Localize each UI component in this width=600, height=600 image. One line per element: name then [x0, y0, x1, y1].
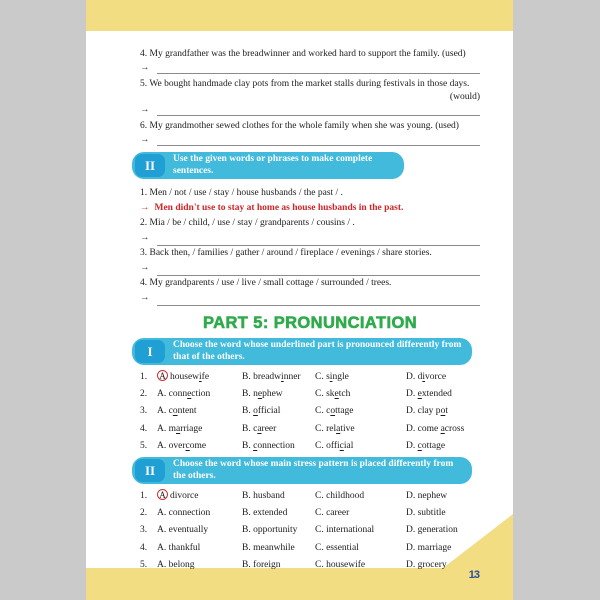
question-number: 2. — [140, 389, 148, 400]
section-numeral-badge: II — [135, 154, 165, 177]
exercise-hint: (would) — [449, 92, 480, 102]
choice-option: C. essential — [315, 542, 359, 553]
question-number: 5. — [140, 440, 148, 451]
choice-option: A. eventually — [157, 525, 209, 536]
section-numeral-badge: II — [135, 459, 165, 482]
exercise-prompt: 6. My grandmother sewed clothes for the whole family when she was young. (used) — [140, 121, 459, 131]
choice-option: A. marriage — [157, 423, 203, 434]
write-line — [157, 136, 481, 146]
exercise-prompt: 2. Mia / be / child, / use / stay / grandparents / cousins / . — [140, 218, 355, 228]
section-title: Choose the word whose underlined part is pronounced differently from that of the others. — [173, 340, 462, 362]
rewrite-exercise-list — [140, 48, 480, 146]
choice-option: A. content — [157, 406, 197, 417]
choice-option: A housewife — [157, 369, 242, 386]
choice-option: D. come across — [406, 423, 465, 434]
answer-blank-line — [140, 134, 480, 146]
write-line — [157, 235, 481, 246]
question-number: 3. — [140, 406, 148, 417]
pronunciation-section2-header — [132, 457, 472, 484]
arrow-icon: → — [140, 135, 150, 145]
exercise-prompt: 5. We bought handmade clay pots from the market stalls during festivals in those days. — [140, 79, 470, 89]
write-line — [157, 265, 481, 276]
page-content — [140, 31, 480, 576]
choice-option: D. extended — [406, 389, 452, 400]
choice-option: B. foreign — [242, 559, 281, 570]
choice-option: D. clay pot — [406, 406, 448, 417]
arrow-icon: → — [140, 63, 150, 73]
arrow-icon: → — [140, 203, 150, 213]
question-number: 4. — [140, 542, 148, 553]
choice-option: A. thankful — [157, 542, 201, 553]
section-numeral-badge: I — [135, 340, 165, 363]
answer-blank-line — [140, 261, 480, 276]
question-number: 1. — [140, 491, 148, 502]
question-number: 3. — [140, 525, 148, 536]
answer-blank-line — [140, 104, 480, 116]
paper-page — [86, 0, 513, 600]
arrow-icon: → — [140, 105, 150, 115]
answer-blank-line — [140, 62, 480, 74]
exercise-prompt: 3. Back then, / families / gather / around / fireplace / evenings / share stories. — [140, 248, 432, 258]
section-title: Use the given words or phrases to make complete sentences. — [173, 154, 373, 176]
choice-option: A. connection — [157, 508, 211, 519]
arrow-icon: → — [140, 263, 150, 273]
choice-option: B. opportunity — [242, 525, 298, 536]
top-trim-band — [86, 0, 513, 31]
sentence-exercise-list — [140, 186, 480, 306]
choice-option: B. meanwhile — [242, 542, 295, 553]
choice-option: C. relative — [315, 423, 355, 434]
choice-option: D. subtitle — [406, 508, 446, 519]
answer-blank-line — [140, 291, 480, 306]
exercise-prompt: 4. My grandparents / use / live / small cottage / surrounded / trees. — [140, 278, 392, 288]
choice-option: B. extended — [242, 508, 288, 519]
choice-option: B. official — [242, 406, 281, 417]
choice-option: B. career — [242, 423, 277, 434]
choice-option: A. belong — [157, 559, 195, 570]
choice-option: C. housewife — [315, 559, 366, 570]
choice-option: C. official — [315, 440, 354, 451]
question-number: 5. — [140, 559, 148, 570]
choice-option: D. generation — [406, 525, 458, 536]
choice-option: C. sketch — [315, 389, 351, 400]
part5-title: PART 5: PRONUNCIATION — [202, 314, 418, 332]
choice-option: D. grocery — [406, 559, 447, 570]
write-line — [157, 295, 481, 306]
choice-option: C. single — [315, 372, 349, 382]
question-number: 1. — [140, 372, 148, 382]
question-number: 4. — [140, 423, 148, 434]
choice-option: C. cottage — [315, 406, 354, 417]
choice-option: D. marriage — [406, 542, 452, 553]
choice-option: A divorce — [157, 488, 242, 505]
pronunciation-section1-header — [132, 338, 472, 365]
exercise-prompt: 1. Men / not / use / stay / house husbands / the past / . — [140, 188, 343, 198]
stress-choice-grid — [140, 488, 480, 574]
answer-blank-line — [140, 231, 480, 246]
exercise-prompt: 4. My grandfather was the breadwinner and worked hard to support the family. (used) — [140, 49, 466, 59]
page-number: 13 — [468, 569, 479, 581]
choice-option: A. connection — [157, 389, 211, 400]
circled-answer-mark: A — [157, 370, 168, 381]
choice-option: B. husband — [242, 491, 285, 502]
choice-option: D. cottage — [406, 440, 446, 451]
choice-option: B. nephew — [242, 389, 283, 400]
section-title: Choose the word whose main stress pattern is placed differently from the others. — [173, 459, 454, 481]
arrow-icon: → — [140, 233, 150, 243]
arrow-icon: → — [140, 293, 150, 303]
choice-option: C. career — [315, 508, 350, 519]
sentence-section-header — [132, 152, 404, 179]
choice-option: B. connection — [242, 440, 295, 451]
choice-option: C. international — [315, 525, 375, 536]
choice-option: B. breadwinner — [242, 372, 301, 382]
choice-option: C. childhood — [315, 491, 365, 502]
choice-option: A. overcome — [157, 440, 207, 451]
choice-option: D. nephew — [406, 491, 448, 502]
choice-option: D. divorce — [406, 372, 447, 382]
sample-answer: → Men didn't use to stay at home as house husbands in the past. — [140, 203, 404, 213]
circled-answer-mark: A — [157, 489, 168, 500]
question-number: 2. — [140, 508, 148, 519]
write-line — [157, 106, 481, 116]
pronunciation-choice-grid — [140, 369, 480, 455]
write-line — [157, 64, 481, 74]
